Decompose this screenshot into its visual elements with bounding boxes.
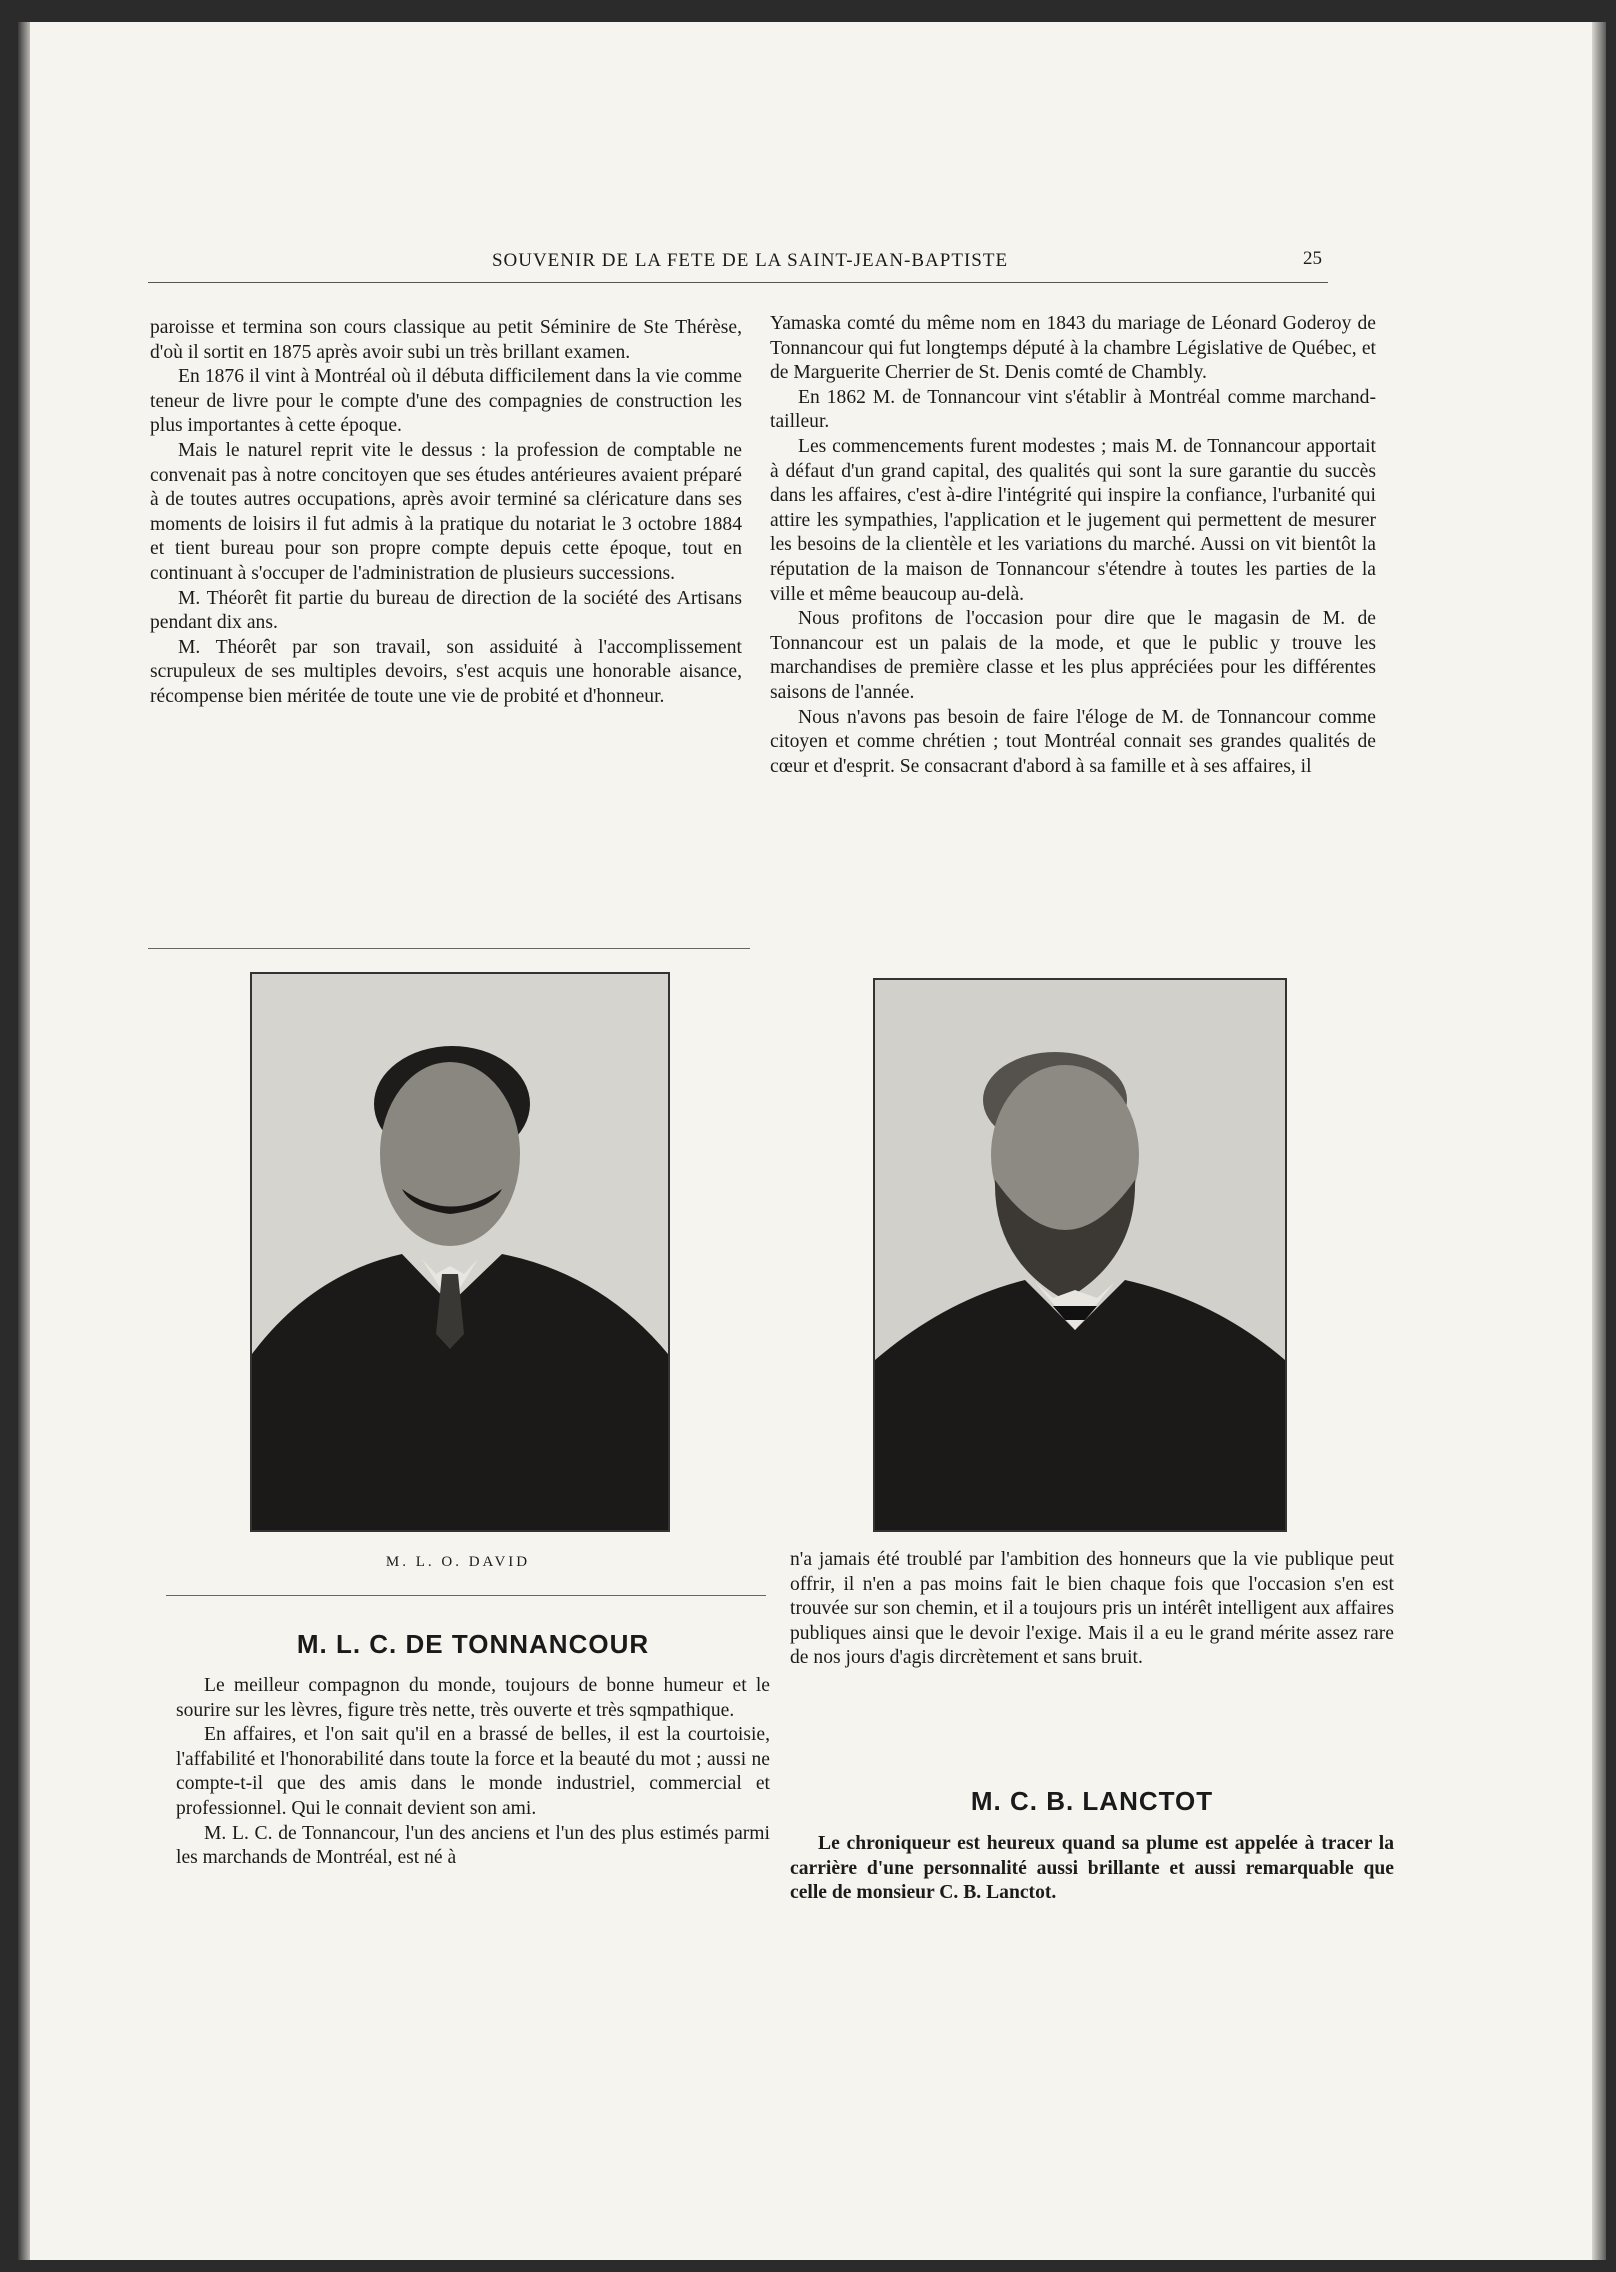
paragraph: paroisse et termina son cours classique au petit Séminire de Ste Thérèse, d'où il sortit en 1875 après avoir subi un très brillant examen. — [150, 317, 742, 363]
paragraph: En 1862 M. de Tonnancour vint s'établir à Montréal comme marchand-tailleur. — [770, 386, 1376, 433]
paragraph: M. Théorêt fit partie du bureau de direction de la société des Artisans pendant dix ans. — [150, 587, 742, 634]
right-column-middle — [790, 1548, 1394, 1671]
portrait-photo-tonnancour — [873, 978, 1287, 1532]
left-column-top — [150, 316, 742, 710]
left-column-bottom — [176, 1674, 770, 1871]
paragraph: Nous profitons de l'occasion pour dire que le magasin de M. de Tonnancour est un palais de la mode, et que le public y trouve les marchandises de première classe et les plus appréciées pour les différentes saisons de l'année. — [770, 608, 1376, 703]
section-divider — [166, 1595, 766, 1596]
paragraph: Yamaska comté du même nom en 1843 du mariage de Léonard Goderoy de Tonnancour qui fut longtemps député à la chambre Législative de Québec, et de Marguerite Cherrier de St. Denis comté de Chambly. — [770, 313, 1376, 384]
section-heading-lanctot: M. C. B. LANCTOT — [970, 1786, 1214, 1816]
section-heading-tonnancour: M. L. C. DE TONNANCOUR — [296, 1629, 650, 1659]
page-right-edge — [1592, 22, 1606, 2260]
paragraph: Mais le naturel reprit vite le dessus : la profession de comptable ne convenait pas à notre concitoyen que ses études antérieures avaient préparé à de toutes autres occupations, après avoir terminé sa cléricature dans ses moments de loisirs il fut admis à la pratique du notariat le 3 octobre 1884 et tient bureau pour son propre compte depuis cette époque, tout en continuant à s'occuper de l'administration de plusieurs successions. — [150, 439, 742, 584]
paragraph: M. Théorêt par son travail, son assiduité à l'accomplissement scrupuleux de ses multiples devoirs, s'est acquis une honorable aisance, récompense bien méritée de toute une vie de probité et d'honneur. — [150, 636, 742, 707]
running-header: SOUVENIR DE LA FETE DE LA SAINT-JEAN-BAPTISTE — [491, 250, 1009, 271]
paragraph: n'a jamais été troublé par l'ambition des honneurs que la vie publique peut offrir, il n'en a pas moins fait le bien chaque fois que l'occasion s'en est trouvée sur son chemin, et il a toujours pris un intérêt intelligent aux affaires publiques ainsi que le devoir l'exige. Mais il a eu le grand mérite assez rare de nos jours d'agis dircrètement et sans bruit. — [790, 1549, 1394, 1669]
header-rule — [148, 282, 1328, 283]
paragraph: Nous n'avons pas besoin de faire l'éloge de M. de Tonnancour comme citoyen et comme chrétien ; tout Montréal connait ses grandes qualités de cœur et d'esprit. Se consacrant d'abord à sa famille et à ses affaires, il — [770, 706, 1376, 777]
paragraph: Le chroniqueur est heureux quand sa plume est appelée à tracer la carrière d'une personnalité aussi brillante et aussi remarquable que celle de monsieur C. B. Lanctot. — [790, 1833, 1394, 1904]
paragraph: M. L. C. de Tonnancour, l'un des anciens et l'un des plus estimés parmi les marchands de Montréal, est né à — [176, 1822, 770, 1869]
section-divider — [148, 948, 750, 949]
paragraph: Les commencements furent modestes ; mais M. de Tonnancour apportait à défaut d'un grand capital, des qualités qui sont la sure garantie du succès dans les affaires, c'est à-dire l'intégrité qui inspire la confiance, l'urbanité qui attire les sympathies, l'application et le jugement qui permettent de mesurer les besoins de la clientèle et les variations du marché. Aussi on vit bientôt la réputation de la maison de Tonnancour s'étendre à toutes les parties de la ville et même beaucoup au-delà. — [770, 435, 1376, 605]
right-column-bottom — [790, 1832, 1394, 1906]
paragraph: Le meilleur compagnon du monde, toujours de bonne humeur et le sourire sur les lèvres, figure très nette, très ouverte et très sqmpathique. — [176, 1675, 770, 1721]
right-column-top — [770, 312, 1376, 779]
page-number: 25 — [1303, 248, 1322, 269]
portrait-caption: M. L. O. DAVID — [385, 1554, 531, 1570]
portrait-photo-david — [250, 972, 670, 1532]
paragraph: En 1876 il vint à Montréal où il débuta difficilement dans la vie comme teneur de livre pour le compte d'une des compagnies de construction les plus importantes à cette époque. — [150, 366, 742, 437]
paragraph: En affaires, et l'on sait qu'il en a brassé de belles, il est la courtoisie, l'affabilité et l'honorabilité dans toute la force et la beauté du mot ; aussi ne compte-t-il que des amis dans le monde industriel, commercial et professionnel. Qui le connait devient son ami. — [176, 1724, 770, 1819]
